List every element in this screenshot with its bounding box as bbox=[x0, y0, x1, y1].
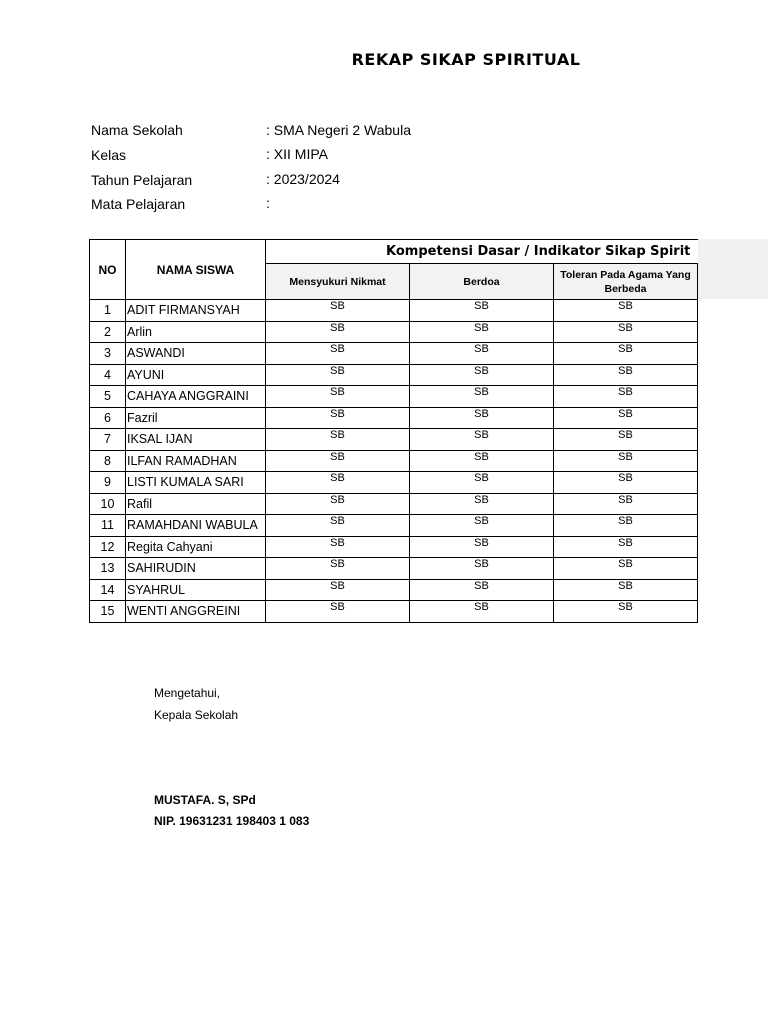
row-no: 5 bbox=[90, 386, 126, 408]
table-row bbox=[90, 601, 698, 623]
row-mensyukuri-nikmat: SB bbox=[266, 515, 410, 537]
row-no: 1 bbox=[90, 300, 126, 322]
table-row bbox=[90, 472, 698, 494]
row-berdoa: SB bbox=[410, 579, 554, 601]
row-nama-siswa: Rafil bbox=[126, 493, 266, 515]
row-nama-siswa: WENTI ANGGREINI bbox=[126, 601, 266, 623]
row-toleran: SB bbox=[554, 450, 698, 472]
row-mensyukuri-nikmat: SB bbox=[266, 558, 410, 580]
signature-jabatan: Kepala Sekolah bbox=[154, 708, 239, 722]
row-toleran: SB bbox=[554, 536, 698, 558]
signature-mengetahui: Mengetahui, bbox=[154, 686, 221, 700]
row-no: 14 bbox=[90, 579, 126, 601]
table-row bbox=[90, 558, 698, 580]
row-berdoa: SB bbox=[410, 558, 554, 580]
row-mensyukuri-nikmat: SB bbox=[266, 472, 410, 494]
row-berdoa: SB bbox=[410, 472, 554, 494]
header-shade bbox=[698, 239, 768, 299]
row-toleran: SB bbox=[554, 472, 698, 494]
row-berdoa: SB bbox=[410, 364, 554, 386]
row-nama-siswa: ILFAN RAMADHAN bbox=[126, 450, 266, 472]
row-mensyukuri-nikmat: SB bbox=[266, 493, 410, 515]
row-berdoa: SB bbox=[410, 300, 554, 322]
info-label-tahun-pelajaran: Tahun Pelajaran bbox=[91, 172, 193, 188]
table-row bbox=[90, 364, 698, 386]
row-mensyukuri-nikmat: SB bbox=[266, 579, 410, 601]
row-mensyukuri-nikmat: SB bbox=[266, 536, 410, 558]
table-row bbox=[90, 579, 698, 601]
row-no: 8 bbox=[90, 450, 126, 472]
table-row bbox=[90, 300, 698, 322]
row-nama-siswa: CAHAYA ANGGRAINI bbox=[126, 386, 266, 408]
header-nama-siswa: NAMA SISWA bbox=[126, 240, 266, 300]
info-value-kelas: : XII MIPA bbox=[266, 146, 328, 162]
row-mensyukuri-nikmat: SB bbox=[266, 429, 410, 451]
row-no: 3 bbox=[90, 343, 126, 365]
row-no: 6 bbox=[90, 407, 126, 429]
row-berdoa: SB bbox=[410, 493, 554, 515]
table-row bbox=[90, 450, 698, 472]
row-berdoa: SB bbox=[410, 601, 554, 623]
row-nama-siswa: Regita Cahyani bbox=[126, 536, 266, 558]
row-nama-siswa: LISTI KUMALA SARI bbox=[126, 472, 266, 494]
info-value-nama-sekolah: : SMA Negeri 2 Wabula bbox=[266, 122, 411, 138]
row-toleran: SB bbox=[554, 429, 698, 451]
header-berdoa: Berdoa bbox=[410, 264, 554, 300]
row-toleran: SB bbox=[554, 579, 698, 601]
row-toleran: SB bbox=[554, 343, 698, 365]
row-no: 2 bbox=[90, 321, 126, 343]
row-nama-siswa: Fazril bbox=[126, 407, 266, 429]
row-berdoa: SB bbox=[410, 515, 554, 537]
row-no: 12 bbox=[90, 536, 126, 558]
row-mensyukuri-nikmat: SB bbox=[266, 343, 410, 365]
row-mensyukuri-nikmat: SB bbox=[266, 386, 410, 408]
row-toleran: SB bbox=[554, 407, 698, 429]
row-no: 15 bbox=[90, 601, 126, 623]
row-nama-siswa: Arlin bbox=[126, 321, 266, 343]
row-berdoa: SB bbox=[410, 321, 554, 343]
table-row bbox=[90, 493, 698, 515]
row-nama-siswa: SAHIRUDIN bbox=[126, 558, 266, 580]
row-berdoa: SB bbox=[410, 386, 554, 408]
info-label-mata-pelajaran: Mata Pelajaran bbox=[91, 196, 186, 212]
row-no: 9 bbox=[90, 472, 126, 494]
row-nama-siswa: ADIT FIRMANSYAH bbox=[126, 300, 266, 322]
info-value-mata-pelajaran: : bbox=[266, 195, 270, 211]
row-nama-siswa: RAMAHDANI WABULA bbox=[126, 515, 266, 537]
row-nama-siswa: AYUNI bbox=[126, 364, 266, 386]
document-title: REKAP SIKAP SPIRITUAL bbox=[351, 50, 581, 69]
row-toleran: SB bbox=[554, 386, 698, 408]
row-toleran: SB bbox=[554, 364, 698, 386]
table-row bbox=[90, 536, 698, 558]
row-no: 10 bbox=[90, 493, 126, 515]
signature-nip: NIP. 19631231 198403 1 083 bbox=[154, 814, 310, 828]
table-row bbox=[90, 343, 698, 365]
row-toleran: SB bbox=[554, 601, 698, 623]
row-no: 13 bbox=[90, 558, 126, 580]
row-nama-siswa: SYAHRUL bbox=[126, 579, 266, 601]
row-toleran: SB bbox=[554, 493, 698, 515]
row-toleran: SB bbox=[554, 558, 698, 580]
rekap-table bbox=[89, 239, 698, 623]
table-row bbox=[90, 429, 698, 451]
row-nama-siswa: ASWANDI bbox=[126, 343, 266, 365]
row-mensyukuri-nikmat: SB bbox=[266, 601, 410, 623]
row-berdoa: SB bbox=[410, 429, 554, 451]
row-no: 7 bbox=[90, 429, 126, 451]
row-nama-siswa: IKSAL IJAN bbox=[126, 429, 266, 451]
info-label-kelas: Kelas bbox=[91, 147, 127, 163]
row-berdoa: SB bbox=[410, 450, 554, 472]
row-toleran: SB bbox=[554, 321, 698, 343]
signature-name: MUSTAFA. S, SPd bbox=[154, 793, 256, 807]
info-label-nama-sekolah: Nama Sekolah bbox=[91, 122, 183, 138]
header-toleran: Toleran Pada Agama Yang Berbeda bbox=[554, 264, 698, 300]
row-toleran: SB bbox=[554, 515, 698, 537]
header-kompetensi-dasar: Kompetensi Dasar / Indikator Sikap Spirit bbox=[266, 240, 698, 264]
row-mensyukuri-nikmat: SB bbox=[266, 364, 410, 386]
row-toleran: SB bbox=[554, 300, 698, 322]
table-row bbox=[90, 386, 698, 408]
row-mensyukuri-nikmat: SB bbox=[266, 407, 410, 429]
info-value-tahun-pelajaran: : 2023/2024 bbox=[266, 171, 340, 187]
header-no: NO bbox=[90, 240, 126, 300]
header-mensyukuri-nikmat: Mensyukuri Nikmat bbox=[266, 264, 410, 300]
row-berdoa: SB bbox=[410, 407, 554, 429]
row-mensyukuri-nikmat: SB bbox=[266, 321, 410, 343]
table-row bbox=[90, 515, 698, 537]
table-row bbox=[90, 321, 698, 343]
row-no: 4 bbox=[90, 364, 126, 386]
row-berdoa: SB bbox=[410, 536, 554, 558]
row-mensyukuri-nikmat: SB bbox=[266, 300, 410, 322]
row-berdoa: SB bbox=[410, 343, 554, 365]
table-row bbox=[90, 407, 698, 429]
row-mensyukuri-nikmat: SB bbox=[266, 450, 410, 472]
row-no: 11 bbox=[90, 515, 126, 537]
